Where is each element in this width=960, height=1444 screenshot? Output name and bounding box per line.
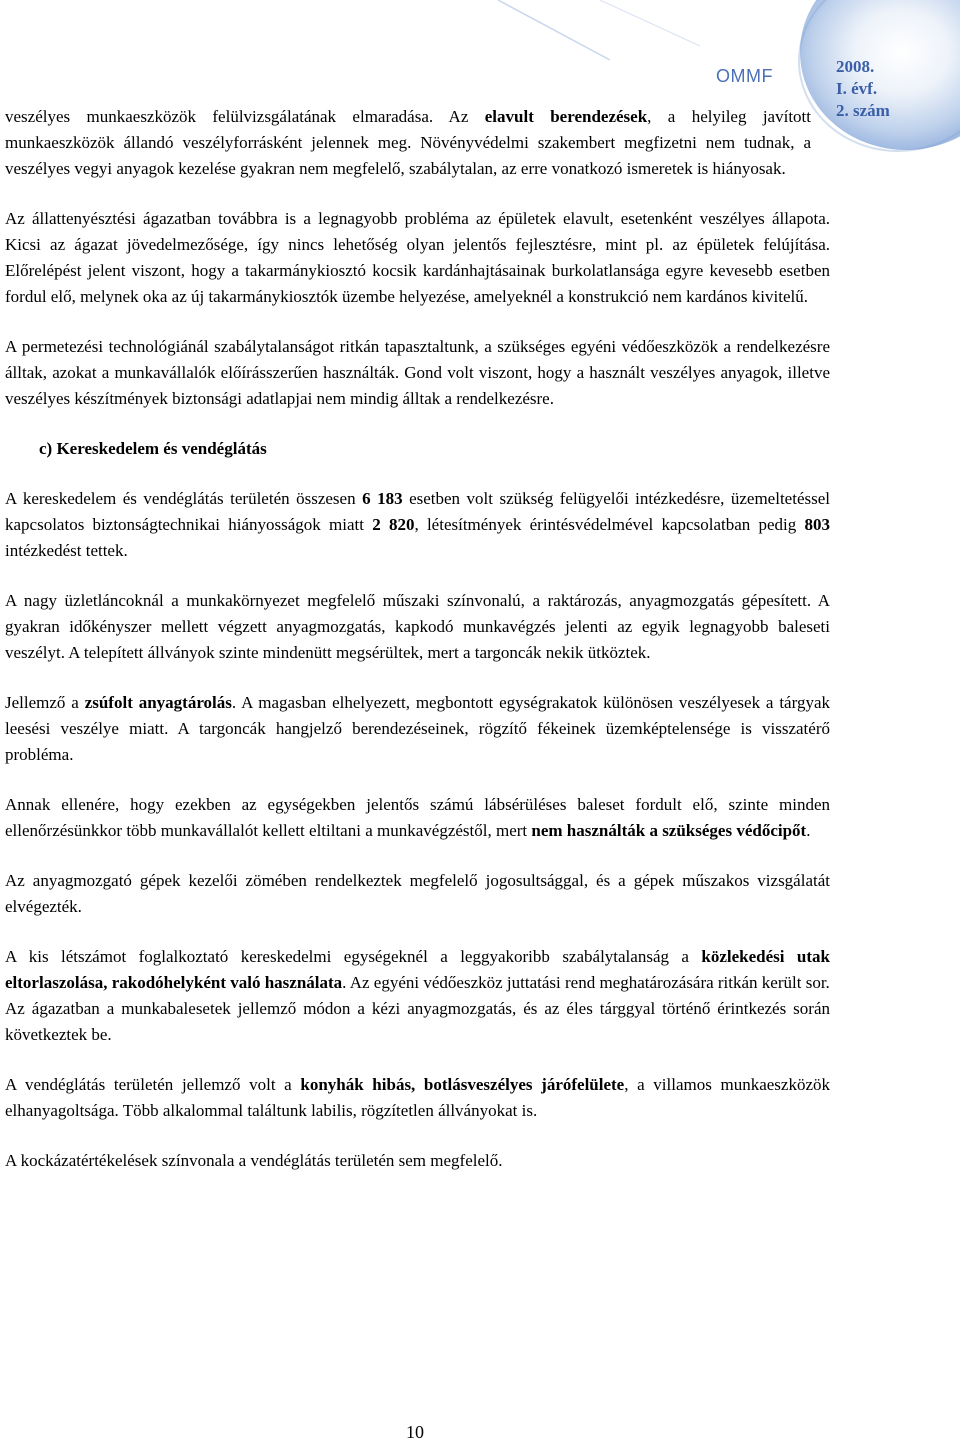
- text-run: intézkedést tettek.: [5, 541, 128, 560]
- text-run: .: [806, 821, 811, 840]
- paragraph-risk-assessment: A kockázatértékelések színvonala a vendéglátás területén sem megfelelő.: [5, 1151, 503, 1170]
- text-run: Jellemző a: [5, 693, 85, 712]
- text-run: . Az egyéni védőeszköz juttatási rend meghatározására ritkán került sor.: [342, 973, 830, 992]
- issue-number: 2. szám: [836, 101, 890, 120]
- text-run: A kereskedelem és vendéglátás területén összesen: [5, 489, 363, 508]
- text-run: . A magasban elhelyezett, megbontott egységrakatok különösen veszélyesek a tárgyak leesési veszélye miatt. A targoncák hangjelző berendezéseinek, rögzítő fékeinek üzemképtelensége is visszatérő probléma.: [5, 693, 830, 764]
- paragraph-material-handling: Az anyagmozgató gépek kezelői zömében rendelkeztek megfelelő jogosultsággal, és a gépek műszakos vizsgálatát elvégezték.: [5, 871, 830, 916]
- paragraph-small-units: [5, 944, 830, 996]
- text-run: Annak ellenére, hogy ezekben az egységekben jelentős számú lábsérüléses baleset fordult elő, szinte minden ellenőrzésünkkor több munkavállalót kellett eltiltani a munkavégzéstől, mert: [5, 795, 830, 840]
- paragraph-animal-husbandry: Az állattenyésztési ágazatban továbbra is a legnagyobb probléma az épületek elavult, esetenként veszélyes állapota. Kicsi az ágazat jövedelmezősége, így nincs lehetőség olyan jelentős fejlesztésre, mint pl. az épületek felújítása. Előrelépést jelent viszont, hogy a takarmánykiosztó kocsik kardánhajtásainak burkolatlansága egyre kevesebb esetben fordul elő, melynek oka az új takarmánykiosztók üzembe helyezése, amelyeknél a konstrukció nem kardános kivitelű.: [5, 209, 830, 306]
- bold-run: közlekedési utak eltorlaszolása, rakodóhelyként való használata: [5, 947, 830, 992]
- text-run: esetben volt szükség felügyelői intézkedésre, üzemeltetéssel kapcsolatos biztonságtechnikai hiányosságok miatt: [5, 489, 830, 534]
- paragraph-trade-stats: [5, 486, 830, 564]
- text-run: , a helyileg javított munkaeszközök állandó veszélyforrásként jelennek meg. Növényvédelmi szakembert megfizetni nem tudnak, a veszélyes vegyi anyagok kezelése gyakran nem megfelelő, szabálytalan, az erre vonatkozó ismeretek is hiányosak.: [5, 107, 811, 178]
- page-body: [5, 104, 830, 1174]
- paragraph-storage: [5, 690, 830, 768]
- bold-number: 2 820: [372, 515, 415, 534]
- bold-run: zsúfolt anyagtárolás: [84, 693, 232, 712]
- text-run: A kis létszámot foglalkoztató kereskedelmi egységeknél a leggyakoribb szabálytalanság a: [5, 947, 702, 966]
- bold-run: elavult berendezések: [484, 107, 648, 126]
- issue-year: 2008.: [836, 57, 875, 76]
- section-heading: c) Kereskedelem és vendéglátás: [39, 439, 267, 458]
- paragraph-equipment: [5, 104, 811, 182]
- text-run: A vendéglátás területén jellemző volt a: [5, 1075, 301, 1094]
- bold-run: nem használták a szükséges védőcipőt: [531, 821, 807, 840]
- issue-volume: I. évf.: [836, 79, 878, 98]
- text-run: , a villamos munkaeszközök elhanyagoltsága. Több alkalommal találtunk labilis, rögzítetlen állványokat is.: [5, 1075, 830, 1120]
- issue-label: [836, 56, 924, 122]
- journal-brand: OMMF: [716, 66, 773, 86]
- paragraph-spraying: A permetezési technológiánál szabálytalanságot ritkán tapasztaltunk, a szükséges egyéni védőeszközök a rendelkezésre álltak, azokat a munkavállalók előírásszerűen használták. Gond volt viszont, hogy a használt veszélyes anyagok, illetve veszélyes készítmények biztonsági adatlapjai nem mindig álltak a rendelkezésre.: [5, 337, 830, 408]
- paragraph-foot-injuries: [5, 792, 830, 844]
- bold-number: 6 183: [362, 489, 403, 508]
- paragraph-retail-chains: A nagy üzletláncoknál a munkakörnyezet megfelelő műszaki színvonalú, a raktározás, anyagmozgatás gépesített. A gyakran időkényszer mellett végzett anyagmozgatás, kapkodó munkavégzés jelenti az egyik legnagyobb baleseti veszélyt. A telepített állványok szinte mindenütt megsérültek, mert a targoncák nekik ütköztek.: [5, 591, 830, 662]
- page-number: 10: [406, 1422, 424, 1442]
- bold-number: 803: [804, 515, 831, 534]
- paragraph-hospitality: [5, 1072, 830, 1124]
- text-run: , létesítmények érintésvédelmével kapcsolatban pedig: [414, 515, 805, 534]
- bold-run: konyhák hibás, botlásveszélyes járófelülete: [300, 1075, 625, 1094]
- paragraph-accidents: Az ágazatban a munkabalesetek jellemző módon a kézi anyagmozgatás, és az éles tárggyal történő érintkezés során következtek be.: [5, 999, 830, 1044]
- text-run: veszélyes munkaeszközök felülvizsgálatának elmaradása. Az: [5, 107, 485, 126]
